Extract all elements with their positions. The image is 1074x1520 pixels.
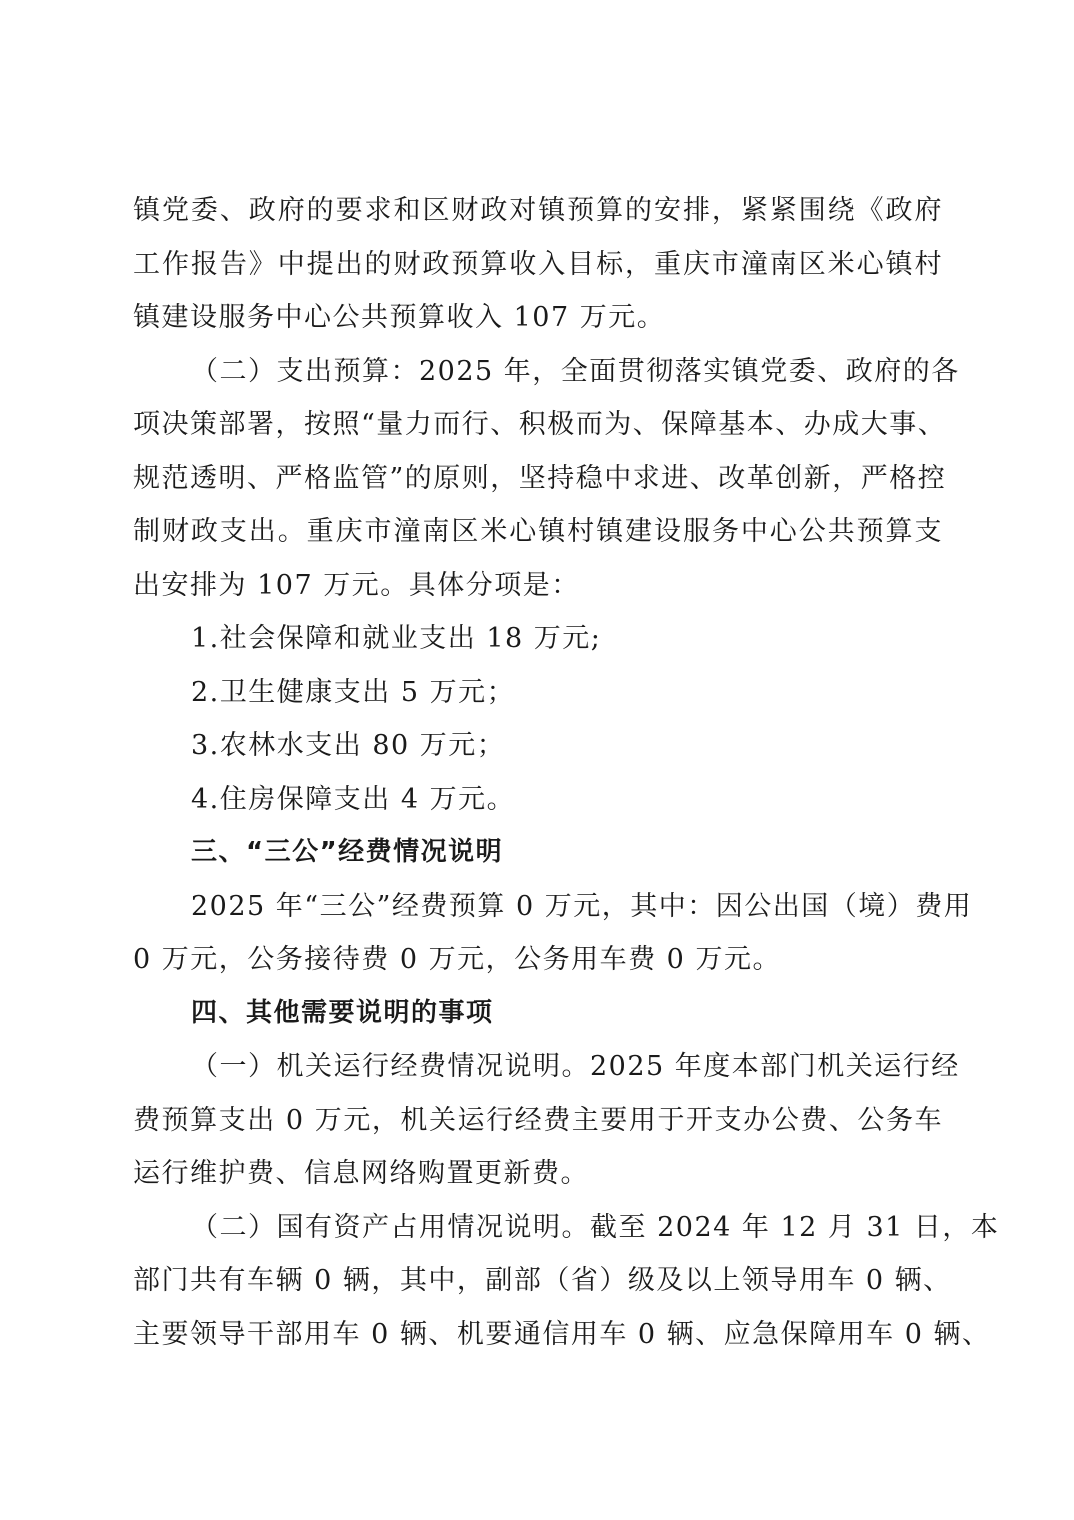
three-public-expenses-paragraph [133, 880, 973, 987]
text-line: 规范透明、严格监管”的原则，坚持稳中求进、改革创新，严格控 [133, 462, 947, 494]
list-item: 3.农林水支出 80 万元； [191, 730, 506, 761]
intro-paragraph [133, 184, 943, 345]
text-line: 工作报告》中提出的财政预算收入目标，重庆市潼南区米心镇村 [133, 248, 943, 280]
text-line: 0 万元，公务接待费 0 万元，公务用车费 0 万元。 [133, 944, 781, 975]
text-line: （一）机关运行经费情况说明。2025 年度本部门机关运行经 [191, 1051, 960, 1082]
expenditure-paragraph [133, 345, 960, 613]
operating-expenses-paragraph [133, 1040, 960, 1201]
text-line: 项决策部署，按照“量力而行、积极而为、保障基本、办成大事、 [133, 409, 947, 440]
list-item: 1.社会保障和就业支出 18 万元; [191, 623, 602, 654]
text-line: 制财政支出。重庆市潼南区米心镇村镇建设服务中心公共预算支 [133, 516, 943, 547]
list-item: 2.卫生健康支出 5 万元； [191, 676, 516, 708]
text-line: 镇党委、政府的要求和区财政对镇预算的安排，紧紧围绕《政府 [133, 195, 943, 226]
text-line: （二）国有资产占用情况说明。截至 2024 年 12 月 31 日，本 [191, 1211, 1000, 1243]
text-line: 部门共有车辆 0 辆，其中，副部（省）级及以上领导用车 0 辆、 [133, 1265, 952, 1296]
text-line: 2025 年“三公”经费预算 0 万元，其中：因公出国（境）费用 [191, 890, 973, 922]
section-heading: 四、其他需要说明的事项 [191, 997, 494, 1028]
text-line: 费预算支出 0 万元，机关运行经费主要用于开支办公费、公务车 [133, 1104, 943, 1136]
text-line: 出安排为 107 万元。具体分项是： [133, 569, 580, 601]
document-body [133, 184, 1000, 1361]
text-line: （二）支出预算：2025 年，全面贯彻落实镇党委、政府的各 [191, 355, 960, 387]
text-line: 镇建设服务中心公共预算收入 107 万元。 [133, 302, 666, 333]
text-line: 主要领导干部用车 0 辆、机要通信用车 0 辆、应急保障用车 0 辆、 [133, 1318, 991, 1350]
section-heading: 三、“三公”经费情况说明 [191, 837, 504, 867]
text-line: 运行维护费、信息网络购置更新费。 [133, 1158, 589, 1189]
state-assets-paragraph [133, 1201, 1000, 1362]
expenditure-list [133, 612, 943, 826]
list-item: 4.住房保障支出 4 万元。 [191, 783, 516, 815]
